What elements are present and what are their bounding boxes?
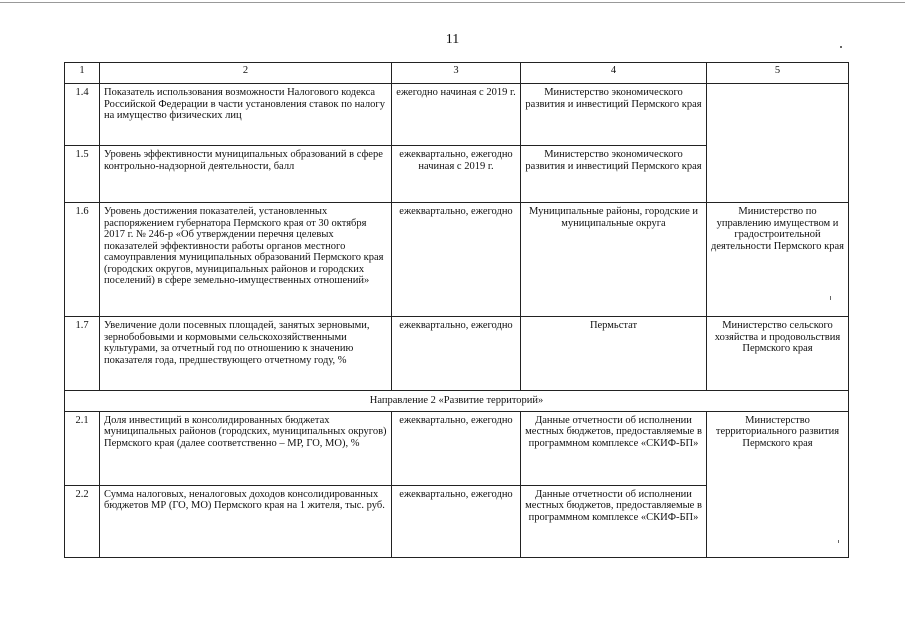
- scan-speck: [840, 46, 842, 48]
- table-row: [65, 317, 849, 391]
- indicator-cell: Уровень достижения показателей, установленных распоряжением губернатора Пермского края от 30 октября 2017 г. № 246-р «Об утверждении перечня целевых показателей эффективности работы органов местного самоуправления муниципальных образований Пермского края (городских округов, муниципальных районов и городских поселений) в сфере земельно-имущественных отношений»: [100, 203, 392, 317]
- header-col-2: 2: [100, 63, 392, 84]
- row-number: 1.6: [65, 203, 100, 317]
- scan-speck: [838, 540, 839, 543]
- responsible-cell: Министерство сельского хозяйства и продовольствия Пермского края: [707, 317, 849, 391]
- page-number: 11: [445, 32, 460, 47]
- indicators-table: [64, 62, 849, 558]
- top-border-line: [0, 0, 905, 3]
- row-number: 1.4: [65, 84, 100, 146]
- indicator-cell: Доля инвестиций в консолидированных бюджетах муниципальных районов (городских, муниципальных округов) Пермского края (далее соответственно – МР, ГО, МО), %: [100, 411, 392, 485]
- responsible-cell: [707, 84, 849, 203]
- source-cell: Министерство экономического развития и инвестиций Пермского края: [521, 146, 707, 203]
- section-title: Направление 2 «Развитие территорий»: [65, 391, 849, 412]
- period-cell: ежеквартально, ежегодно: [392, 317, 521, 391]
- indicator-cell: Сумма налоговых, неналоговых доходов консолидированных бюджетов МР (ГО, МО) Пермского края на 1 жителя, тыс. руб.: [100, 485, 392, 557]
- indicator-cell: Увеличение доли посевных площадей, занятых зерновыми, зернобобовыми и кормовыми сельскохозяйственными культурами, за отчетный год по отношению к значению показателя года, предшествующего отчетному году, %: [100, 317, 392, 391]
- header-col-1: 1: [65, 63, 100, 84]
- source-cell: Данные отчетности об исполнении местных бюджетов, предоставляемые в программном комплексе «СКИФ-БП»: [521, 411, 707, 485]
- section-header-row: [65, 391, 849, 412]
- period-cell: ежеквартально, ежегодно начиная с 2019 г.: [392, 146, 521, 203]
- period-cell: ежегодно начиная с 2019 г.: [392, 84, 521, 146]
- scan-speck: [830, 296, 831, 300]
- header-col-4: 4: [521, 63, 707, 84]
- table-row: [65, 411, 849, 485]
- period-cell: ежеквартально, ежегодно: [392, 411, 521, 485]
- source-cell: Пермьстат: [521, 317, 707, 391]
- row-number: 1.7: [65, 317, 100, 391]
- header-col-3: 3: [392, 63, 521, 84]
- period-cell: ежеквартально, ежегодно: [392, 485, 521, 557]
- table-header-row: [65, 63, 849, 84]
- indicator-cell: Уровень эффективности муниципальных образований в сфере контрольно-надзорной деятельности, балл: [100, 146, 392, 203]
- source-cell: Данные отчетности об исполнении местных бюджетов, предоставляемые в программном комплексе «СКИФ-БП»: [521, 485, 707, 557]
- source-cell: Министерство экономического развития и инвестиций Пермского края: [521, 84, 707, 146]
- indicator-cell: Показатель использования возможности Налогового кодекса Российской Федерации в части установления ставок по налогу на имущество физических лиц: [100, 84, 392, 146]
- responsible-cell: Министерство территориального развития Пермского края: [707, 411, 849, 557]
- responsible-cell: Министерство по управлению имуществом и градостроительной деятельности Пермского края: [707, 203, 849, 317]
- row-number: 1.5: [65, 146, 100, 203]
- source-cell: Муниципальные районы, городские и муниципальные округа: [521, 203, 707, 317]
- row-number: 2.2: [65, 485, 100, 557]
- table-row: [65, 84, 849, 146]
- row-number: 2.1: [65, 411, 100, 485]
- table-row: [65, 203, 849, 317]
- header-col-5: 5: [707, 63, 849, 84]
- period-cell: ежеквартально, ежегодно: [392, 203, 521, 317]
